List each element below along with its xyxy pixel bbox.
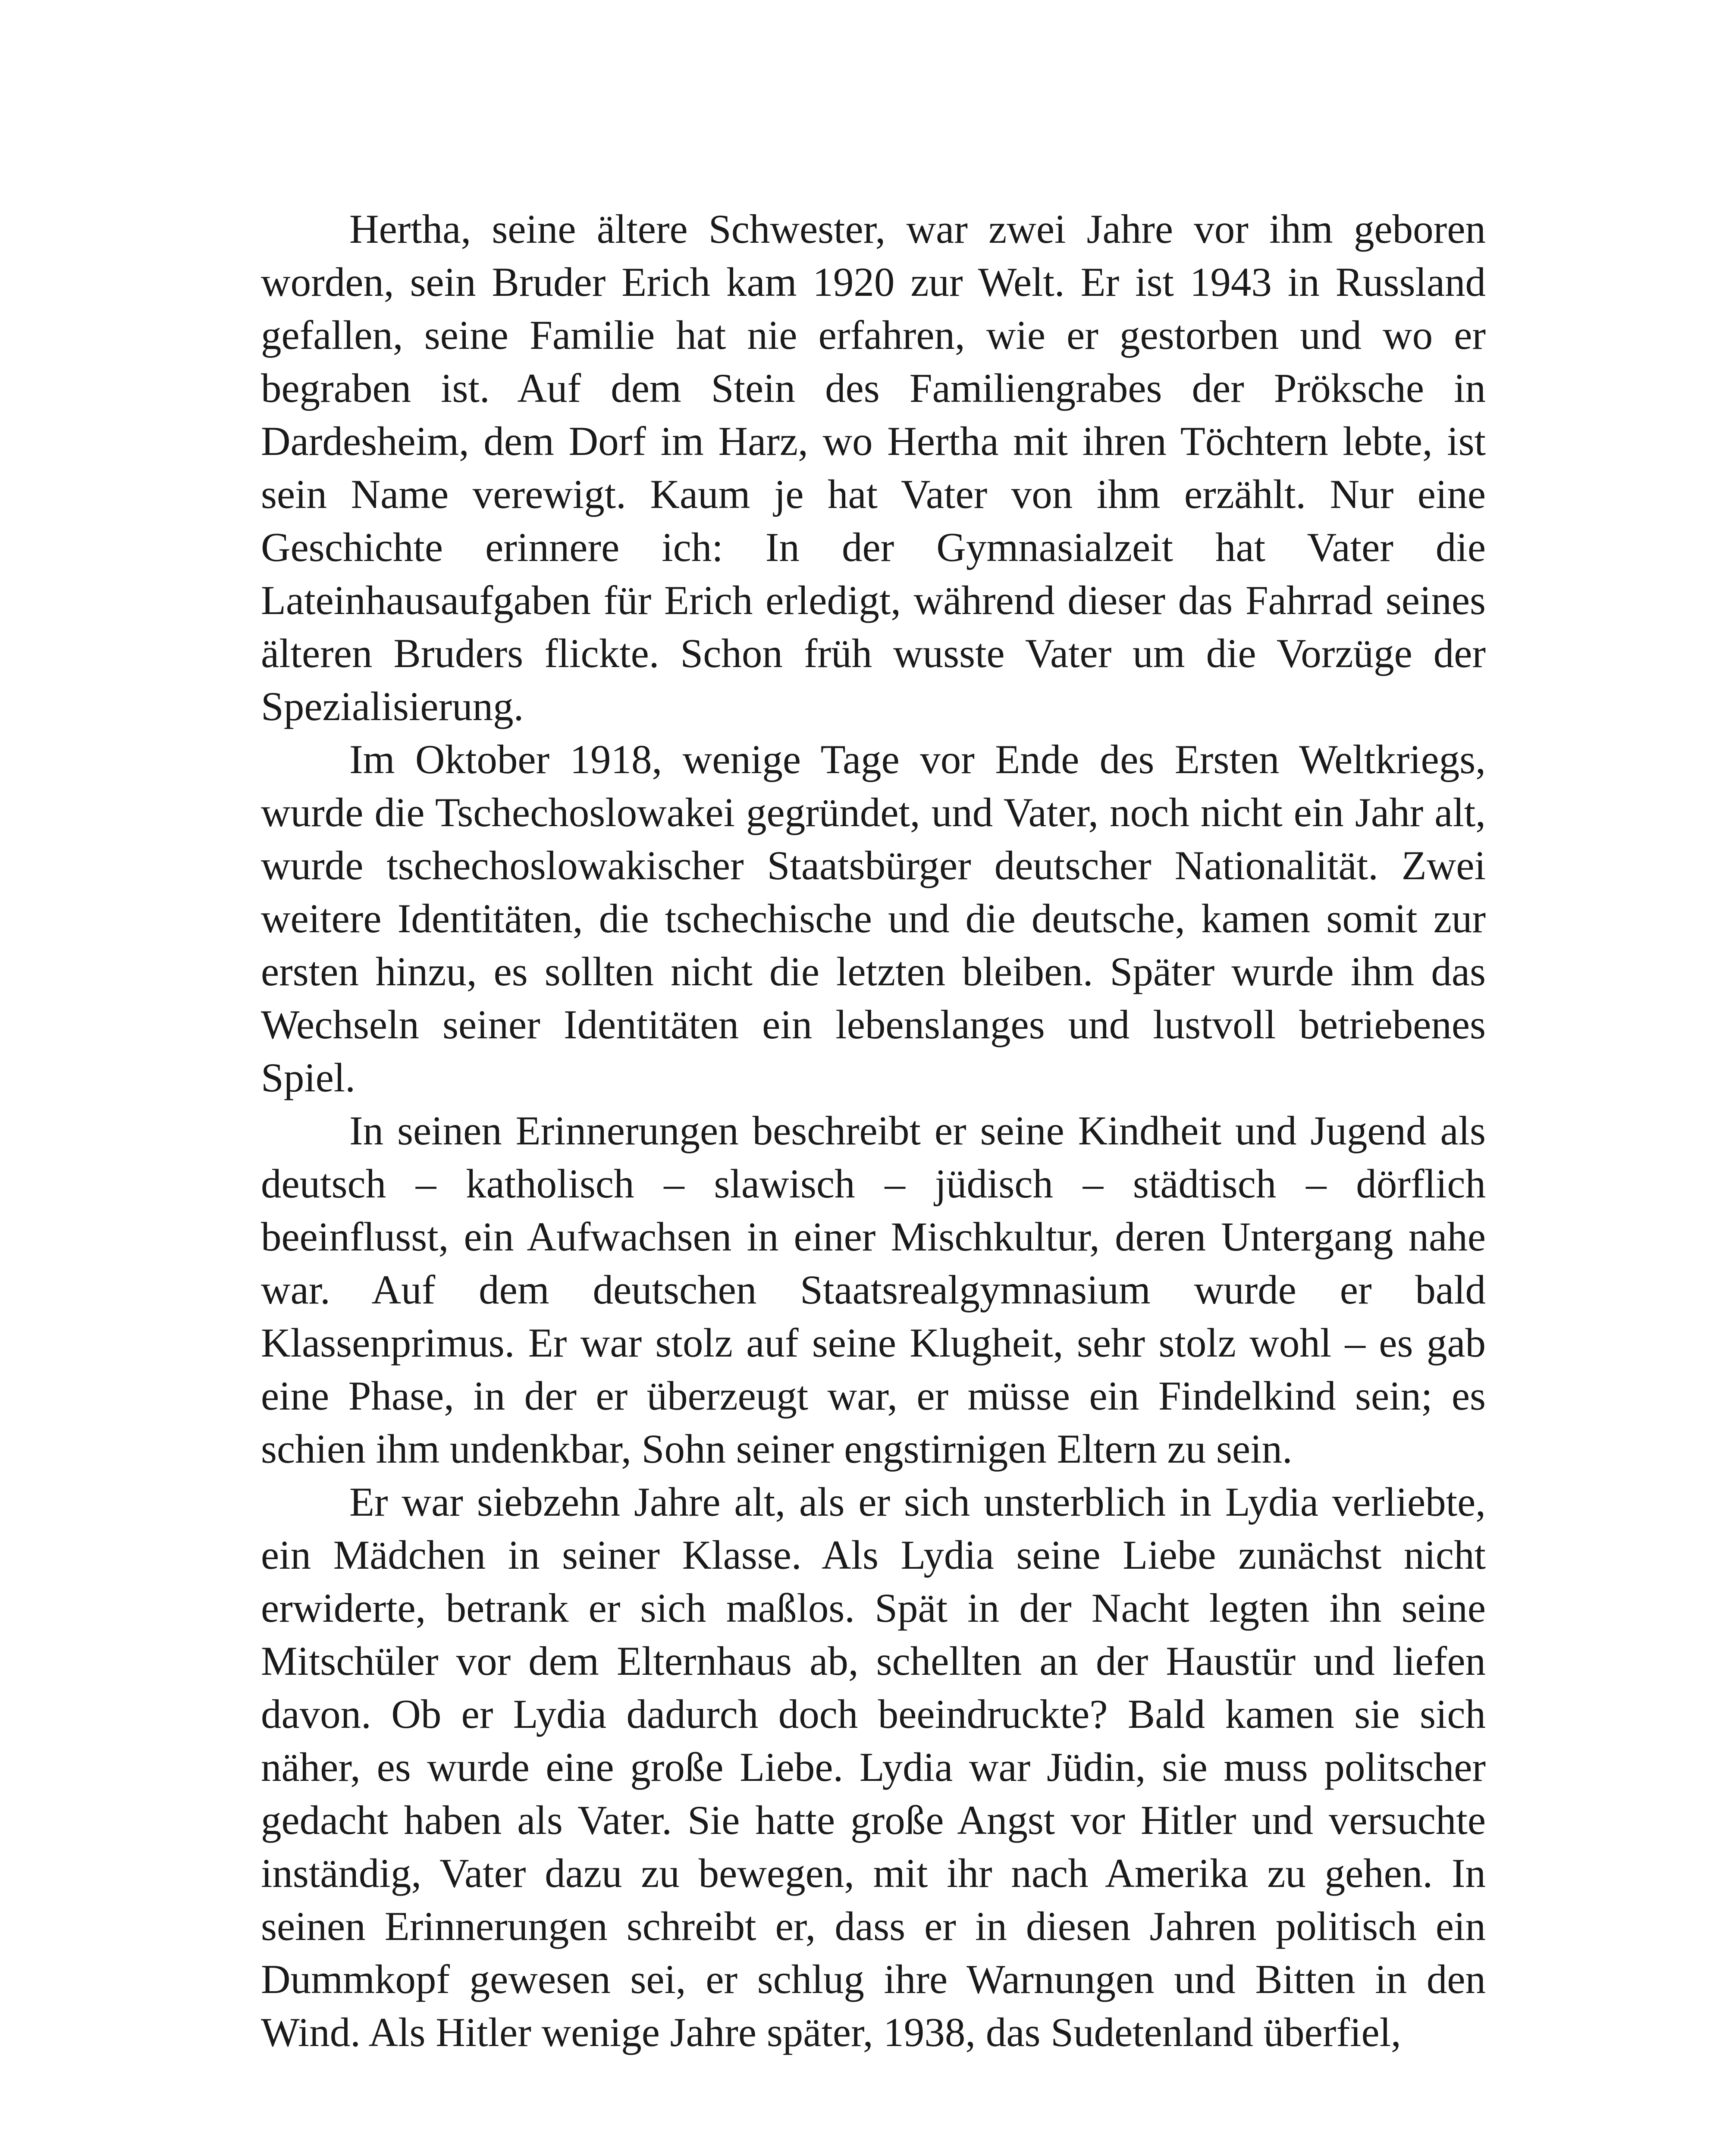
body-text <box>261 203 1486 2059</box>
paragraph-childhood: In seinen Erinnerungen beschreibt er seine Kindheit und Jugend als deutsch – katholisch – slawisch – jüdisch – städtisch – dörflich beeinflusst, ein Aufwachsen in einer Mischkultur, deren Untergang nahe war. Auf dem deutschen Staatsrealgymnasium wurde er bald Klassenprimus. Er war stolz auf seine Klugheit, sehr stolz wohl – es gab eine Phase, in der er überzeugt war, er müsse ein Findelkind sein; es schien ihm undenkbar, Sohn seiner engstirnigen Eltern zu sein. <box>261 1108 1486 1472</box>
paragraph-siblings: Hertha, seine ältere Schwester, war zwei Jahre vor ihm geboren worden, sein Bruder Erich kam 1920 zur Welt. Er ist 1943 in Russland gefallen, seine Familie hat nie erfahren, wie er gestorben und wo er begraben ist. Auf dem Stein des Familiengrabes der Pröksche in Dardesheim, dem Dorf im Harz, wo Hertha mit ihren Töchtern lebte, ist sein Name verewigt. Kaum je hat Vater von ihm erzählt. Nur eine Geschichte erinnere ich: In der Gymnasialzeit hat Vater die Lateinhausaufgaben für Erich erledigt, während dieser das Fahrrad seines älteren Bruders flickte. Schon früh wusste Vater um die Vorzüge der Spezialisierung. <box>261 206 1486 729</box>
paragraph-lydia: Er war siebzehn Jahre alt, als er sich unsterblich in Lydia verliebte, ein Mädchen in seiner Klasse. Als Lydia seine Liebe zunächst nicht erwiderte, betrank er sich maßlos. Spät in der Nacht legten ihn seine Mitschüler vor dem Elternhaus ab, schellten an der Haustür und liefen davon. Ob er Lydia dadurch doch beeindruckte? Bald kamen sie sich näher, es wurde eine große Liebe. Lydia war Jüdin, sie muss politscher gedacht haben als Vater. Sie hatte große Angst vor Hitler und versuchte inständig, Vater dazu zu bewegen, mit ihr nach Amerika zu gehen. In seinen Erinnerungen schreibt er, dass er in diesen Jahren politisch ein Dummkopf gewesen sei, er schlug ihre Warnungen und Bitten in den Wind. Als Hitler wenige Jahre später, 1938, das Sudetenland überfiel, <box>261 1479 1486 2055</box>
paragraph-czechoslovakia: Im Oktober 1918, wenige Tage vor Ende des Ersten Weltkriegs, wurde die Tschechoslowakei gegründet, und Vater, noch nicht ein Jahr alt, wurde tschechoslowakischer Staatsbürger deutscher Nationalität. Zwei weitere Identitäten, die tschechische und die deutsche, kamen somit zur ersten hinzu, es sollten nicht die letzten bleiben. Später wurde ihm das Wechseln seiner Identitäten ein lebenslanges und lustvoll betriebenes Spiel. <box>261 736 1486 1100</box>
